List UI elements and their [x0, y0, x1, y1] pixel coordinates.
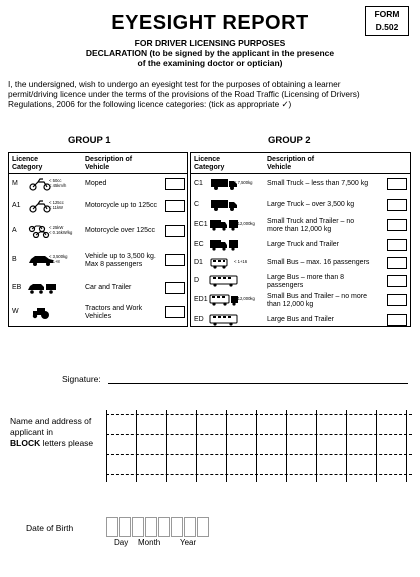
group2-checkbox-c[interactable] [387, 199, 407, 211]
group2-checkbox-ec[interactable] [387, 239, 407, 251]
group1-spec-a: < 25kW < 0.16kW/kg [49, 225, 73, 235]
group2-code-ec1: EC1 [194, 221, 208, 228]
form-label: FORM [374, 9, 400, 19]
group2-checkbox-d1[interactable] [387, 257, 407, 269]
address-label: Name and address of applicant in BLOCK letters please [10, 416, 94, 448]
group1-description-a: Motorcycle over 125cc [85, 227, 156, 234]
group1-code-m: M [12, 180, 18, 187]
intro-line-2: permit/driving licence under the terms of the provisions of the Road Traffic (Licensing of Drivers) [8, 89, 360, 99]
dob-year-label: Year [180, 538, 197, 547]
group2-spec-d1: < 1+16 [234, 259, 248, 264]
group2-code-d: D [194, 277, 200, 284]
group2-header-divider [191, 173, 410, 174]
address-column-divider [286, 410, 287, 482]
group1-table [8, 152, 188, 327]
group2-checkbox-c1[interactable] [387, 178, 407, 190]
group1-checkbox-a1[interactable] [165, 200, 185, 212]
group1-code-eb: EB [12, 284, 22, 291]
group2-spec-ed1: < 12,000kg [234, 296, 255, 301]
group2-checkbox-ed1[interactable] [387, 294, 407, 306]
group2-code-ed: ED [194, 316, 204, 323]
group1-title: GROUP 1 [68, 135, 111, 146]
group2-spec-ec1: < 12,000kg [234, 221, 255, 226]
address-row-line [106, 454, 412, 455]
group1-description-w: Tractors and Work Vehicles [85, 305, 143, 320]
group2-vehicle-icon-ed [209, 313, 239, 327]
group2-description-c: Large Truck – over 3,500 kg [267, 201, 355, 208]
group2-description-d: Large Bus – more than 8 passengers [267, 274, 345, 289]
group2-description-ed: Large Bus and Trailer [267, 316, 334, 323]
group2-description-ec: Large Truck and Trailer [267, 241, 339, 248]
dob-digit-box[interactable] [197, 517, 209, 537]
group2-description-ed1: Small Bus and Trailer – no more than 12,000 kg [267, 293, 367, 308]
group1-header-divider [9, 173, 187, 174]
group1-checkbox-w[interactable] [165, 306, 185, 318]
group1-code-w: W [12, 308, 19, 315]
group1-checkbox-a[interactable] [165, 225, 185, 237]
group2-description-c1: Small Truck – less than 7,500 kg [267, 180, 369, 187]
dob-digit-box[interactable] [106, 517, 118, 537]
group1-vehicle-icon-eb [27, 281, 57, 295]
signature-label: Signature: [62, 374, 101, 384]
address-column-divider [226, 410, 227, 482]
group1-description-eb: Car and Trailer [85, 284, 132, 291]
dob-label: Date of Birth [26, 523, 74, 533]
address-row-line [106, 414, 412, 415]
dob-digit-box[interactable] [158, 517, 170, 537]
address-entry-grid[interactable] [106, 410, 412, 488]
group1-spec-b: < 3,500kg < 1+8 [49, 254, 68, 264]
group1-checkbox-b[interactable] [165, 254, 185, 266]
group1-header-category: Licence Category [12, 156, 43, 171]
address-column-divider [136, 410, 137, 482]
group2-code-c: C [194, 201, 200, 208]
dob-entry-boxes[interactable] [106, 517, 216, 537]
group1-description-a1: Motorcycle up to 125cc [85, 202, 157, 209]
group1-code-a: A [12, 227, 17, 234]
address-column-divider [166, 410, 167, 482]
address-column-divider [256, 410, 257, 482]
address-column-divider [316, 410, 317, 482]
declaration-line-1: DECLARATION (to be signed by the applicant in the presence [85, 48, 335, 58]
signature-line[interactable] [108, 383, 408, 384]
address-column-divider [376, 410, 377, 482]
group2-table [190, 152, 411, 327]
dob-digit-box[interactable] [145, 517, 157, 537]
document-title: EYESIGHT REPORT [111, 12, 309, 34]
group1-code-a1: A1 [12, 202, 21, 209]
group2-code-d1: D1 [194, 259, 203, 266]
declaration-line-2: of the examining doctor or optician) [137, 58, 283, 68]
group2-vehicle-icon-c [209, 198, 239, 212]
dob-digit-box[interactable] [119, 517, 131, 537]
group1-checkbox-eb[interactable] [165, 282, 185, 294]
group2-description-d1: Small Bus – max. 16 passengers [267, 259, 370, 266]
group1-description-m: Moped [85, 180, 107, 187]
group2-header-description: Description of Vehicle [267, 156, 315, 171]
group2-checkbox-ec1[interactable] [387, 219, 407, 231]
dob-month-label: Month [138, 538, 161, 547]
group1-vehicle-icon-w [27, 305, 57, 319]
group2-header-category: Licence Category [194, 156, 225, 171]
group2-title: GROUP 2 [268, 135, 311, 146]
group2-checkbox-d[interactable] [387, 275, 407, 287]
group1-checkbox-m[interactable] [165, 178, 185, 190]
group2-code-ec: EC [194, 241, 204, 248]
dob-digit-box[interactable] [171, 517, 183, 537]
document-subtitle: FOR DRIVER LICENSING PURPOSES [134, 38, 286, 48]
group2-description-ec1: Small Truck and Trailer – no more than 12,000 kg [267, 218, 355, 233]
group2-code-ed1: ED1 [194, 296, 208, 303]
address-row-line [106, 474, 412, 475]
group1-spec-a1: < 125cc < 11kW [49, 200, 64, 210]
group1-header-description: Description of Vehicle [85, 156, 133, 171]
address-column-divider [196, 410, 197, 482]
group2-vehicle-icon-d [209, 274, 239, 288]
group1-description-b: Vehicle up to 3,500 kg. Max 8 passengers [85, 253, 156, 268]
address-row-line [106, 434, 412, 435]
form-number: D.502 [375, 22, 399, 32]
group2-checkbox-ed[interactable] [387, 314, 407, 326]
dob-day-label: Day [114, 538, 129, 547]
group2-code-c1: C1 [194, 180, 203, 187]
address-column-divider [346, 410, 347, 482]
intro-line-1: I, the undersigned, wish to undergo an eyesight test for the purposes of obtaining a learner [8, 79, 341, 89]
group2-vehicle-icon-ec [209, 238, 239, 252]
address-column-divider [406, 410, 407, 482]
intro-line-3: Regulations, 2006 for the following licence categories: (tick as appropriate ✓) [8, 99, 292, 109]
dob-digit-box[interactable] [132, 517, 144, 537]
address-column-divider [106, 410, 107, 482]
dob-digit-box[interactable] [184, 517, 196, 537]
group1-code-b: B [12, 256, 17, 263]
group2-spec-c1: < 7,500kg [234, 180, 253, 185]
group1-spec-m: < 50cc < 45km/h [49, 178, 67, 188]
